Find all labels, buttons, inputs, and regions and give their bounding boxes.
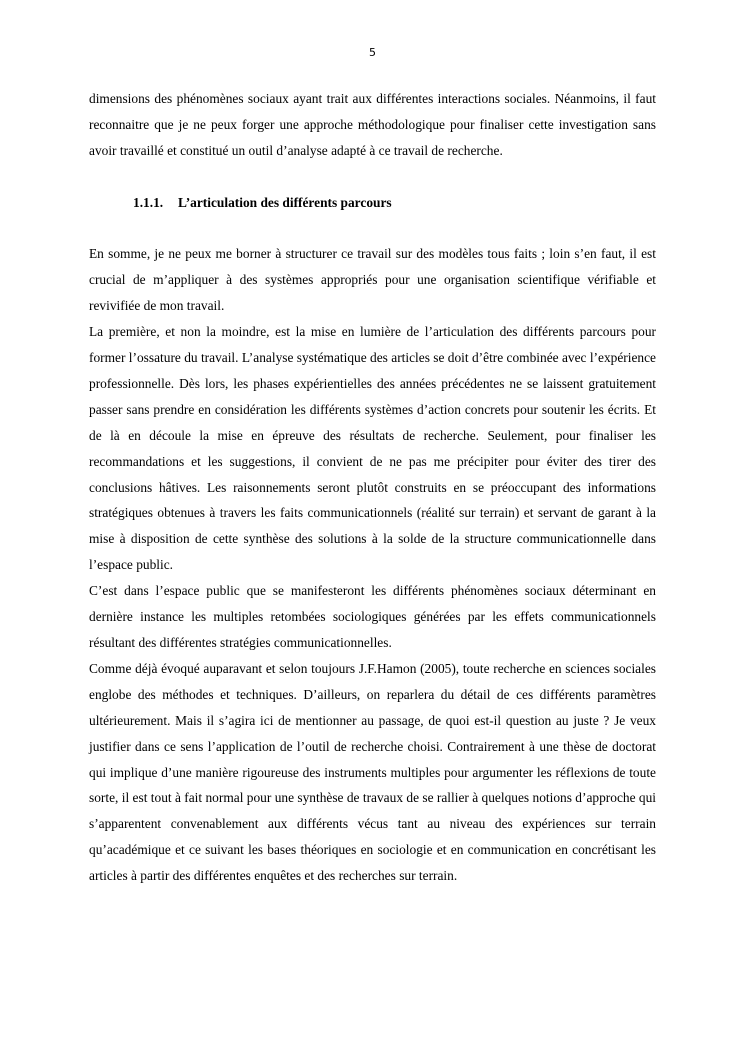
body-paragraph: La première, et non la moindre, est la mise en lumière de l’articulation des différents parcours pour former l’ossature du travail. L’analyse systématique des articles se doit d’être combinée avec l’expérience professionnelle. Dès lors, les phases expérientielles des années précédentes ne se laissent gratuitement passer sans prendre en considération les différents systèmes d’action concrets pour soutenir les écrits. Et de là en découle la mise en épreuve des résultats de recherche. Seulement, pour finaliser les recommandations et les suggestions, il convient de ne pas me précipiter pour éviter des tirer des conclusions hâtives. Les raisonnements seront plutôt construits en se préoccupant des informations stratégiques obtenues à travers les faits communicationnels (réalité sur terrain) et servant de garant à la mise à disposition de cette synthèse des solutions à la solde de la structure communicationnelle dans l’espace public. bbox=[89, 324, 656, 573]
page-body bbox=[89, 86, 656, 889]
section-heading bbox=[89, 190, 656, 216]
body-paragraph: Comme déjà évoqué auparavant et selon toujours J.F.Hamon (2005), toute recherche en sciences sociales englobe des méthodes et techniques. D’ailleurs, on reparlera du détail de ces différents paramètres ultérieurement. Mais il s’agira ici de mentionner au passage, de quoi est-il question au juste ? Je veux justifier dans ce sens l’application de l’outil de recherche choisi. Contrairement à une thèse de doctorat qui implique d’une manière rigoureuse des instruments multiples pour argumenter les réflexions de toute sorte, il est tout à fait normal pour une synthèse de travaux de se rallier à quelques notions d’approche qui s’apparentent convenablement aux différents vécus tant au niveau des expériences sur terrain qu’académique et ce suivant les bases théoriques en sociologie et en communication en concrétisant les articles à partir des différentes enquêtes et des recherches sur terrain. bbox=[89, 660, 656, 884]
body-paragraph: En somme, je ne peux me borner à structurer ce travail sur des modèles tous faits ; loin s’en faut, il est crucial de m’appliquer à des systèmes appropriés pour une organisation scientifique vérifiable et revivifiée de mon travail. bbox=[89, 246, 656, 314]
section-number: 1.1.1. bbox=[133, 194, 164, 210]
section-title: L’articulation des différents parcours bbox=[178, 194, 392, 210]
intro-paragraph: dimensions des phénomènes sociaux ayant trait aux différentes interactions sociales. Néanmoins, il faut reconnaitre que je ne peux forger une approche méthodologique pour finaliser cette investigation sans avoir travaillé et constitué un outil d’analyse adapté à ce travail de recherche. bbox=[89, 91, 656, 158]
body-paragraph: C’est dans l’espace public que se manifesteront les différents phénomènes sociaux déterminant en dernière instance les multiples retombées sociologiques générées par les effets communicationnels résultant des différentes stratégies communicationnelles. bbox=[89, 583, 656, 650]
page-number: 5 bbox=[369, 46, 376, 59]
